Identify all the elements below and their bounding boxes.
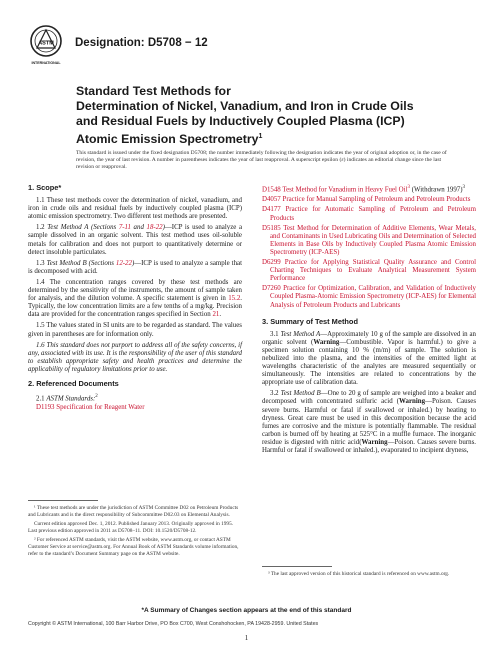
reference-link[interactable]: D5185 <box>262 224 281 232</box>
document-title <box>76 84 446 147</box>
reference-link[interactable]: D1193 <box>36 404 55 412</box>
footnote-1b: Current edition approved Dec. 1, 2012. Published January 2013. Originally approved in 1995. Last previous edition approved in 2011 as D5708–11. DOI: 10.1520/D5708-12. <box>28 521 234 534</box>
reference-link[interactable]: D6299 <box>262 259 281 267</box>
scope-1-1: 1.1 These test methods cover the determination of nickel, vanadium, and iron in crude oils and residual fuels by inductively coupled plasma (ICP) atomic emission spectrometry. Two different test methods are presented. <box>28 197 242 221</box>
scope-1-5: 1.5 The values stated in SI units are to be regarded as standard. The values given in parentheses are for information only. <box>28 322 242 338</box>
footnote-2: ² For referenced ASTM standards, visit the ASTM website, www.astm.org, or contact ASTM Customer Service at service@astm.org. For Annual Book of ASTM Standards volume information, refer to the standard’s Document Summary page on the ASTM website. <box>28 537 239 557</box>
title-line-3: and Residual Fuels by Inductively Coupled Plasma (ICP) <box>76 114 405 128</box>
footnote-3: ³ The last approved version of this historical standard is referenced on www.astm.org. <box>268 571 450 577</box>
title-line-4: Atomic Emission Spectrometry$^1$ <box>76 132 263 147</box>
astm-logo-icon <box>28 24 64 70</box>
reference-item-d6299: D6299 Practice for Applying Statistical Quality Assurance and Control Charting Techniques to Evaluate Analytical Measurement System Performance <box>262 259 476 283</box>
left-footnotes <box>28 500 242 560</box>
right-column <box>262 184 476 458</box>
section-link[interactable]: 15.2 <box>228 295 241 303</box>
footnote-divider <box>28 500 98 501</box>
reference-item-d4177: D4177 Practice for Automatic Sampling of Petroleum and Petroleum Products <box>262 206 476 222</box>
designation: Designation: D5708 − 12 <box>75 37 208 49</box>
section-link[interactable]: 7-11 <box>118 224 131 232</box>
page-number: 1 <box>244 634 249 642</box>
summary-3-1: 3.1 Test Method A—Approximately 10 g of the sample are dissolved in an organic solvent (Warning—Combustible. Vapor is harmful.) to give a specimen solution containing 10 % (m/m) of sample. The solution is nebulized into the plasma, and the intensities of the emitted light at wavelengths characteristic of the analytes are measured sequentially or simultaneously. The intensities are related to concentrations by the appropriate use of calibration data. <box>262 330 476 387</box>
scope-1-3: 1.3 Test Method B (Sections 12-22)—ICP is used to analyze a sample that is decomposed with acid. <box>28 259 242 275</box>
summary-heading: 3. Summary of Test Method <box>262 316 358 326</box>
scope-1-6: 1.6 This standard does not purport to address all of the safety concerns, if any, associated with its use. It is the responsibility of the user of this standard to establish appropriate safety and health practices and determine the applicability of regulatory limitations prior to use. <box>28 341 242 373</box>
reference-link[interactable]: D1548 <box>262 186 281 194</box>
section-link[interactable]: 21 <box>212 311 220 319</box>
summary-of-changes-note: *A Summary of Changes section appears at the end of this standard <box>141 607 352 614</box>
referenced-documents-heading: 2. Referenced Documents <box>28 378 119 388</box>
footnote-1: ¹ These test methods are under the jurisdiction of ASTM Committee D02 on Petroleum Products and Lubricants and is the direct responsibility of Subcommittee D02.03 on Elemental Analysis. <box>28 505 239 518</box>
reference-link[interactable]: D4057 <box>262 196 281 204</box>
title-line-2: Determination of Nickel, Vanadium, and Iron in Crude Oils <box>76 99 414 113</box>
section-link[interactable]: 12-22 <box>115 259 132 267</box>
reference-link[interactable]: D7260 <box>262 285 281 293</box>
svg-text:INTERNATIONAL: INTERNATIONAL <box>31 61 61 65</box>
standard-issuance-note: This standard is issued under the fixed designation D5708; the number immediately following the designation indicates the year of original adoption or, in the case of revision, the year of last revision. A number in parentheses indicates the year of last reapproval. A superscript epsilon (ε) indicates an editorial change since the last revision or reapproval. <box>76 150 447 170</box>
reference-link[interactable]: D4177 <box>262 206 281 214</box>
svg-text:ASTM: ASTM <box>38 40 54 47</box>
left-column <box>28 184 242 415</box>
right-footnotes <box>262 566 476 581</box>
astm-standards-subheading: 2.1 ASTM Standards:$^2$ <box>36 394 98 403</box>
reference-item-d4057: D4057 Practice for Manual Sampling of Petroleum and Petroleum Products <box>262 196 471 204</box>
section-link[interactable]: 18-22 <box>146 224 163 232</box>
reference-item-d1193: D1193 Specification for Reagent Water <box>36 404 145 412</box>
summary-3-2: 3.2 Test Method B—One to 20 g of sample are weighed into a beaker and decomposed with concentrated sulfuric acid (Warning—Poison. Causes severe burns. Harmful or fatal if swallowed or inhaled.) by heating to dryness. Great care must be used in this decomposition because the acid fumes are corrosive and the mixture is potentially flammable. The residual carbon is burned off by heating at 525°C in a muffle furnace. The inorganic residue is digested with nitric acid(Warning—Poison. Causes severe burns. Harmful or fatal if swallowed or inhaled.), evaporated to incipient dryness, <box>262 390 477 455</box>
scope-1-2: 1.2 Test Method A (Sections 7-11 and 18-22)—ICP is used to analyze a sample dissolved in an organic solvent. This test method uses oil-soluble metals for calibration and does not purport to quantitatively determine or detect insoluble particulates. <box>28 224 243 256</box>
scope-1-4: 1.4 The concentration ranges covered by these test methods are determined by the sensitivity of the instruments, the amount of sample taken for analysis, and the dilution volume. A specific statement is given in 15.2. Typically, the low concentration limits are a few tenths of a mg/kg. Precision data are provided for the concentration ranges specified in Section 21. <box>28 278 242 319</box>
reference-item-d5185: D5185 Test Method for Determination of Additive Elements, Wear Metals, and Contaminants in Used Lubricating Oils and Determination of Selected Elements in Base Oils by Inductively Coupled Plasma Atomic Emission Spectrometry (ICP-AES) <box>262 224 476 256</box>
reference-item-d1548: D1548 Test Method for Vanadium in Heavy Fuel Oil$^3$ (Withdrawn 1997)$^3$ <box>262 185 466 194</box>
scope-heading: 1. Scope* <box>28 183 62 192</box>
astm-logo <box>28 24 64 70</box>
title-line-1: Standard Test Methods for <box>76 84 231 98</box>
copyright-line: Copyright © ASTM International, 100 Barr Harbor Drive, PO Box C700, West Conshohocken, PA 19428-2959. United States <box>28 621 319 627</box>
footnote-divider <box>262 566 332 567</box>
reference-item-d7260: D7260 Practice for Optimization, Calibration, and Validation of Inductively Coupled Plasma-Atomic Emission Spectrometry (ICP-AES) for Elemental Analysis of Petroleum Products and Lubricants <box>262 285 476 309</box>
